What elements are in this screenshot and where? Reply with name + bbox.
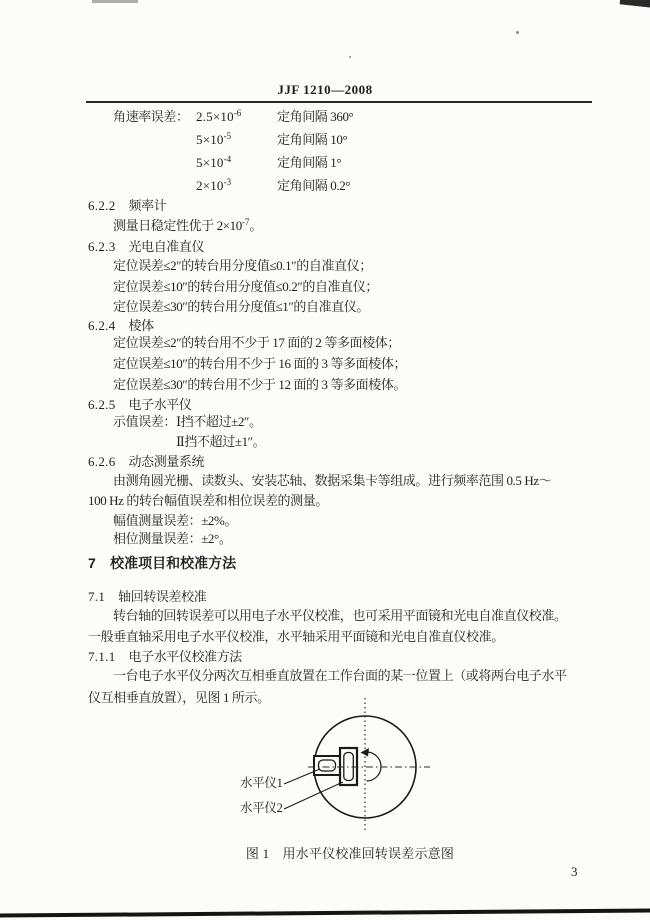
figure-1-diagram — [230, 690, 460, 840]
section-heading-71: 7.1 轴回转误差校准 — [88, 589, 207, 604]
rate-interval: 定角间隔 360° — [277, 109, 354, 124]
rate-label: 角速率误差： — [113, 109, 189, 124]
scan-artifact-top-streak — [92, 0, 138, 3]
section-heading-624: 6.2.4 棱体 — [88, 318, 154, 333]
section-heading-622: 6.2.2 频率计 — [88, 198, 167, 213]
rate-row — [113, 132, 347, 149]
header-rule — [86, 101, 592, 103]
scan-artifact-bottom-line — [0, 908, 650, 917]
rate-interval: 定角间隔 1° — [277, 155, 342, 170]
section-heading-623: 6.2.3 光电自准直仪 — [88, 239, 205, 254]
figure-1-caption: 图 1 用水平仪校准回转误差示意图 — [245, 846, 455, 861]
level-1-label: 水平仪1 — [240, 776, 283, 790]
section-71-para-line1: 转台轴的回转误差可以用电子水平仪校准，也可采用平面镜和光电自准直仪校准。 — [113, 608, 567, 623]
section-71-para-line2: 一般垂直轴采用电子水平仪校准，水平轴采用平面镜和光电自准直仪校准。 — [88, 629, 504, 644]
section-626-para-line1: 由测角圆光栅、读数头、安装芯轴、数据采集卡等组成。进行频率范围 0.5 Hz～ — [113, 473, 552, 488]
section-711-para-line1: 一台电子水平仪分两次互相垂直放置在工作台面的某一位置上（或将两台电子水平 — [113, 668, 567, 683]
page-number: 3 — [571, 864, 578, 879]
section-626-line4: 相位测量误差：±2°。 — [113, 531, 232, 546]
section-711-para-line2: 仪互相垂直放置），见图 1 所示。 — [88, 690, 270, 705]
rate-interval: 定角间隔 0.2° — [277, 178, 351, 193]
section-625-line2: Ⅱ挡不超过±1″。 — [176, 434, 266, 449]
section-626-para-line2: 100 Hz 的转台幅值误差和相位误差的测量。 — [88, 493, 328, 508]
rate-value: $5\times 10^{-4}$ — [196, 154, 232, 170]
page-header: JJF 1210—2008 — [277, 82, 373, 97]
scan-artifact-speck — [349, 56, 351, 58]
section-623-line: 定位误差≤30″的转台用分度值≤1″的自准直仪。 — [113, 299, 369, 314]
scan-artifact-speck — [516, 31, 519, 34]
section-624-line: 定位误差≤30″的转台用不少于 12 面的 3 等多面棱体。 — [113, 377, 407, 392]
level-2-label: 水平仪2 — [240, 801, 283, 815]
section-625-line1: 示值误差：Ⅰ挡不超过±2″。 — [113, 414, 262, 429]
rate-row — [113, 155, 341, 172]
rate-row — [113, 109, 353, 126]
section-623-line: 定位误差≤10″的转台用分度值≤0.2″的自准直仪； — [113, 279, 378, 294]
rate-value: $5\times 10^{-5}$ — [196, 131, 232, 147]
section-623-line: 定位误差≤2″的转台用分度值≤0.1″的自准直仪； — [113, 258, 372, 273]
chapter-heading-7: 7 校准项目和校准方法 — [88, 555, 237, 571]
section-626-line3: 幅值测量误差：±2%。 — [113, 513, 238, 528]
rate-value: $2.5\times 10^{-6}$ — [196, 108, 242, 124]
section-heading-711: 7.1.1 电子水平仪校准方法 — [88, 649, 242, 664]
rate-value: $2\times 10^{-3}$ — [196, 177, 232, 193]
rate-interval: 定角间隔 10° — [277, 132, 348, 147]
rate-row — [113, 178, 350, 195]
section-heading-625: 6.2.5 电子水平仪 — [88, 397, 192, 412]
section-622-body: 测量日稳定性优于 $2\times 10^{-7}$。 — [113, 217, 262, 233]
rotation-arrowhead — [361, 748, 370, 757]
scan-artifact-corner — [620, 0, 650, 8]
section-624-line: 定位误差≤10″的转台用不少于 16 面的 3 等多面棱体； — [113, 356, 407, 371]
leader-line-2 — [284, 782, 343, 809]
section-624-line: 定位误差≤2″的转台用不少于 17 面的 2 等多面棱体； — [113, 335, 400, 350]
section-heading-626: 6.2.6 动态测量系统 — [88, 454, 205, 469]
